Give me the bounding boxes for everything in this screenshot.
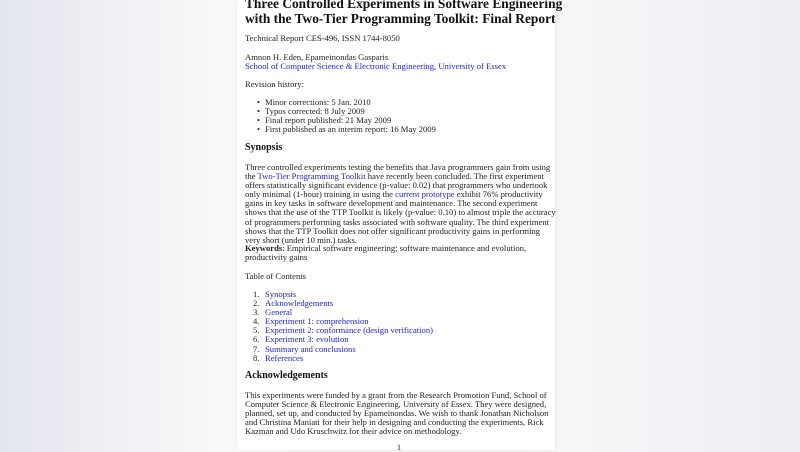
document-page [237,0,563,452]
toc-item[interactable]: 2. Acknowledgements [253,298,334,309]
school-link[interactable]: School of Computer Science & Electronic Engineering [245,61,435,71]
acknowledgements-paragraph: This experiments were funded by a grant from the Research Promotion Fund, School of Computer Science & Electronic Engineering, University of Essex. They were designed, planned, set up, and conducted by Epameinondas. We wish to thank Jonathan Nicholson and Christina Maniati for their help in designing and conducting the experiments, Rick Kazman and Udo Kruschwitz for their advice on methodology. [245,390,549,437]
synopsis-paragraph: Three controlled experiments testing the benefits that Java programmers gain from using the Two-Tier Programming Toolkit have recently been concluded. The first experiment offers statistically significant evidence (p-value: 0.02) that programmers who undertook only minimal (1-hour) training in using the current prototype exhibit 76% productivity gains in key tasks in software development and maintenance. The second experiment shows that the use of the TTP Toolkit is likely (p-value: 0.10) to almost triple the accuracy of programmers performing tasks associated with software quality. The third experiment shows that the TTP Toolkit does not offer significant productivity gains in performing very short (under 10 min.) tasks. [245,162,556,245]
tech-report: Technical Report CES-496, ISSN 1744-8050 [245,33,400,43]
affiliation: School of Computer Science & Electronic Engineering, University of Essex [245,61,507,71]
table-of-contents [245,290,557,363]
current-prototype-link[interactable]: current prototype [395,189,455,200]
ttp-toolkit-link[interactable]: Two-Tier Programming Toolkit [257,171,366,182]
toc-item[interactable]: 7. Summary and conclusions [253,343,356,354]
toc-item[interactable]: 4. Experiment 1: comprehension [253,316,369,327]
document-title: Three Controlled Experiments in Software Engineering with the Two-Tier Programming Toolkit: Final Report [245,0,563,26]
toc-item[interactable]: 1. Synopsis [253,289,297,299]
acknowledgements-heading: Acknowledgements [245,370,328,381]
authors: Amnon H. Eden, Epameinondas Gasparis [245,52,389,62]
toc-label: Table of Contents [245,271,306,281]
revision-label: Revision history: [245,79,304,89]
synopsis-heading: Synopsis [245,142,283,153]
list-item: • Typos corrected: 8 July 2009 [245,107,557,116]
toc-item[interactable]: 3. General [253,307,293,318]
keywords: Keywords: Empirical software engineering; software maintenance and evolution, productivity gains [245,243,527,263]
list-item: • Minor corrections: 5 Jan. 2010 [245,98,557,107]
toc-item[interactable]: 6. Experiment 3: evolution [253,334,349,345]
list-item: • First published as an interim report: 16 May 2009 [245,125,557,134]
toc-item[interactable]: 8. References [253,352,304,363]
list-item: • Final report published: 21 May 2009 [245,116,557,125]
page-number: 1 [397,443,401,452]
university-link[interactable]: University of Essex [438,61,507,71]
revision-list [245,98,557,134]
toc-item[interactable]: 5. Experiment 2: conformance (design verification) [253,325,433,336]
